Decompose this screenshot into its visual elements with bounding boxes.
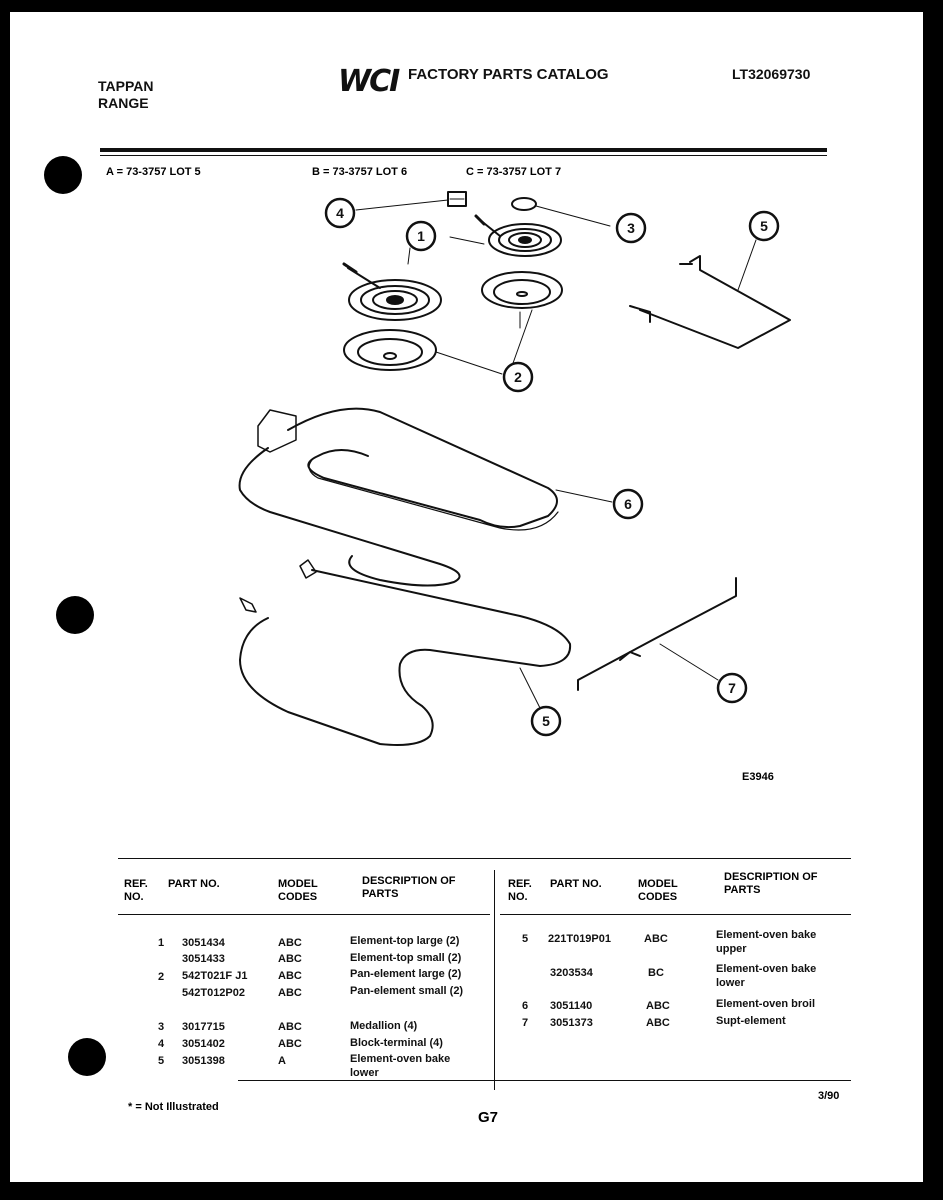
ref-no: 1 [158,937,165,949]
description: Medallion (4) [350,1020,418,1032]
wci-logo: WCI [338,64,399,99]
ref-no: 2 [158,971,165,983]
description: Supt-element [716,1015,786,1027]
part-no: 3203534 [550,967,593,979]
part-no: 542T012P02 [182,987,245,999]
description: Pan-element large (2) [350,968,462,980]
block-terminal-part [356,192,466,210]
parts-table [118,858,851,1080]
callout-1-number: 1 [417,228,425,244]
ref-no: 7 [522,1017,529,1029]
ref-no: 5 [522,933,529,945]
table-bottom-rule [238,1080,851,1081]
part-no: 3051398 [182,1055,225,1067]
callout-3-number: 3 [627,220,635,236]
table-header-rule-left [118,914,490,915]
callout-5-lower-number: 5 [542,713,550,729]
model-codes: ABC [644,933,668,945]
description: Element-oven bake upper [716,929,817,955]
medallion-part [512,198,610,226]
model-codes: ABC [278,987,302,999]
figure-id: E3946 [742,771,774,783]
description: Element-top large (2) [350,935,460,947]
right-header-part: PART NO. [550,878,602,890]
part-no: 3051373 [550,1017,593,1029]
part-no: 3051140 [550,1000,593,1012]
callout-5-upper-number: 5 [760,218,768,234]
bake-element-upper-part [240,560,570,745]
description: Element-oven bake lower [350,1053,451,1079]
lot-c-label: C = 73-3757 LOT 7 [466,166,562,178]
right-header-model: MODEL CODES [638,878,678,903]
part-no: 542T021F J1 [182,970,248,982]
left-header-ref: REF. NO. [124,878,148,903]
model-codes: ABC [278,937,302,949]
left-header-part: PART NO. [168,878,220,890]
left-header-model: MODEL CODES [278,878,318,903]
model-codes: ABC [646,1000,670,1012]
model-codes: ABC [278,953,302,965]
callout-7-number: 7 [728,680,736,696]
ref-no: 5 [158,1055,165,1067]
document-number: LT32069730 [732,66,811,82]
left-header-desc: DESCRIPTION OF PARTS [362,875,456,900]
callout-6-number: 6 [624,496,632,512]
lot-a-label: A = 73-3757 LOT 5 [106,166,201,178]
brand-line-2: RANGE [98,95,149,111]
table-header-rule-right [500,914,851,915]
drip-pan-small-part [344,330,502,374]
page-code: G7 [478,1109,499,1126]
part-no: 3051402 [182,1038,225,1050]
model-codes: ABC [646,1017,670,1029]
part-no: 3017715 [182,1021,225,1033]
part-no: 221T019P01 [548,933,611,945]
catalog-date: 3/90 [818,1090,840,1102]
element-support-part [578,578,736,690]
top-element-large-part [476,216,561,256]
ref-no: 4 [158,1038,165,1050]
description: Pan-element small (2) [350,985,464,997]
ref-no: 3 [158,1021,165,1033]
model-codes: ABC [278,1021,302,1033]
description: Element-top small (2) [350,952,462,964]
description: Element-oven broil [716,998,816,1010]
callout-2-number: 2 [514,369,522,385]
drip-pan-large-part [482,272,562,366]
model-codes: ABC [278,1038,302,1050]
model-codes: ABC [278,970,302,982]
catalog-title: FACTORY PARTS CATALOG [408,66,609,83]
part-no: 3051433 [182,953,225,965]
table-divider [494,870,495,1090]
part-no: 3051434 [182,937,225,949]
support-element-part [630,240,790,348]
right-header-desc: DESCRIPTION OF PARTS [724,871,818,896]
table-top-rule [118,858,851,859]
brand-line-1: TAPPAN [98,78,154,94]
model-codes: BC [648,967,664,979]
description: Block-terminal (4) [350,1037,443,1049]
description: Element-oven bake lower [716,963,817,989]
model-codes: A [278,1055,286,1067]
ref-no: 6 [522,1000,529,1012]
not-illustrated-footnote: * = Not Illustrated [128,1101,219,1113]
callout-4-number: 4 [336,205,344,221]
right-header-ref: REF. NO. [508,878,532,903]
broil-element-part [240,409,612,586]
lot-b-label: B = 73-3757 LOT 6 [312,166,408,178]
